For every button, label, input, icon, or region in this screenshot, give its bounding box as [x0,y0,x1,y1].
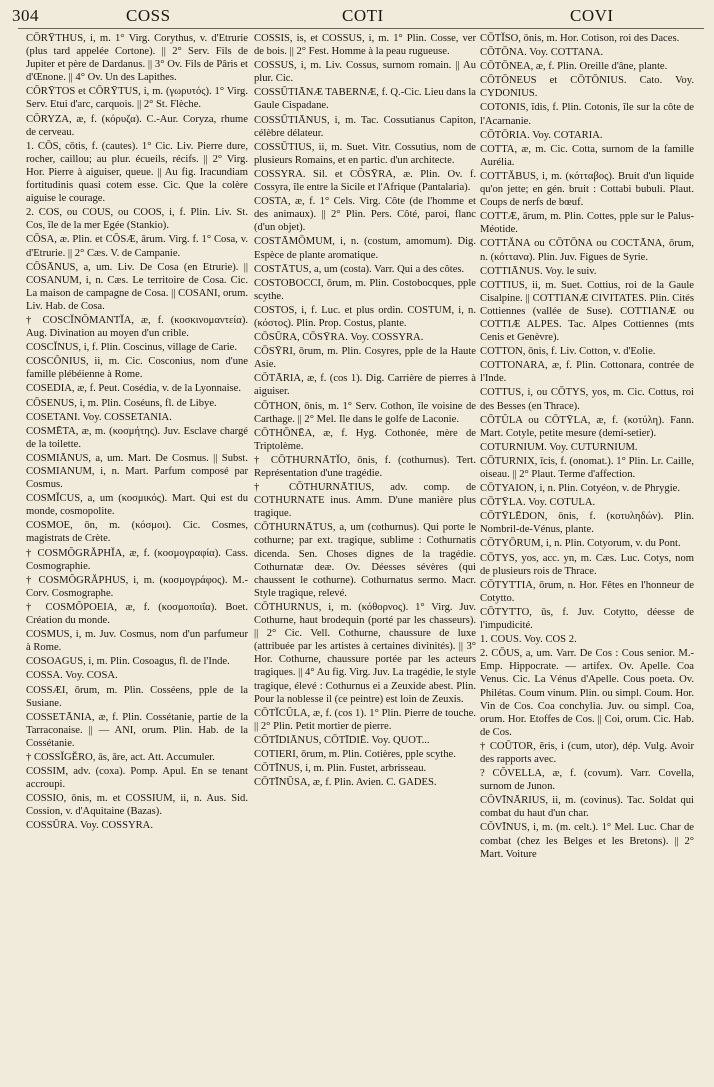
guide-word-center: COTI [342,6,384,25]
dictionary-entry: COSSŪTIUS, ii, m. Suet. Vitr. Cossutius, nom de plusieurs Romains, et en partic. d'un architecte. [254,141,476,166]
guide-word-right: COVI [570,6,614,25]
dictionary-entry: CŌTHON, ōnis, m. 1° Serv. Cothon, île voisine de Carthage. || 2° Mel. Ile dans le golfe de Laconie. [254,400,476,425]
dictionary-entry: COSSIO, ōnis, m. et COSSIUM, ii, n. Aus. Sid. Cossion, v. d'Aquitaine (Bazas). [26,793,248,818]
dictionary-entry: COSTA, æ, f. 1° Cels. Virg. Côte (de l'homme et des animaux). || 2° Plin. Pers. Côté, paroi, flanc (d'un objet). [254,196,476,234]
dictionary-entry: COSTĀTUS, a, um (costa). Varr. Qui a des côtes. [254,263,465,275]
dictionary-entry: COSSŪTIĀNÆ TABERNÆ, f. Q.-Cic. Lieu dans la Gaule Cispadane. [254,87,476,112]
dictionary-entry: CŌSA, æ. Plin. et CŌSÆ, ārum. Virg. f. 1° Cosa, v. d'Etrurie. || 2° Cæs. V. de Campanie. [26,234,248,259]
dictionary-entry: COSMIĀNUS, a, um. Mart. De Cosmus. || Subst. COSMIANUM, i, n. Mart. Parfum composé par Cosmus. [26,452,248,491]
dictionary-entry: COSMOE, ōn, m. (κόσμοι). Cic. Cosmes, magistrats de Crète. [26,520,248,545]
dictionary-entry: COSMĬCUS, a, um (κοσμικός). Mart. Qui est du monde, cosmopolite. [26,493,248,518]
dictionary-entry: † COSCĬNŎMANTĬA, æ, f. (κοσκινομαντεία). Aug. Divination au moyen d'un crible. [26,314,248,340]
dictionary-entry: CŌTȲLA. Voy. COTULA. [480,497,596,509]
dictionary-entry: COSETANI. Voy. COSSETANIA. [26,411,172,423]
dictionary-entry: 1. COUS. Voy. COS 2. [480,634,577,646]
dictionary-entry: CŌTHURNĀTUS, a, um (cothurnus). Qui porte le cothurne; par ext. tragique, sublime : Cothurnatis dicenda. Sen. Choses dignes de la tragédie. Cothurnatæ deæ. Ov. Déesses sévères (qui chaussent le cothurne). Cothurnatus sermo. Macr. Style tragique, relevé. [254,522,476,599]
dictionary-entry: 1. CŌS, cōtis, f. (cautes). 1° Cic. Liv. Pierre dure, rocher, caillou; au plur. écueils, récifs. || 2° Virg. Hor. Pierre à aiguiser, queue. || Au fig. Iracundiam fortitudinis quasi cotem esse. Cic. Que la colère aiguise le courage. [26,140,248,205]
dictionary-entry: CŌRȲTOS et CŌRȲTUS, i, m. (γωρυτός). 1° Virg. Serv. Etui d'arc, carquois. || 2° St. Flèche. [26,86,248,111]
dictionary-entry: COSSETĀNIA, æ, f. Plin. Cossétanie, partie de la Tarraconaise. || — ANI, orum. Plin. Hab. de la Cossétanie. [26,711,248,749]
dictionary-entry: † COŪTOR, ĕris, i (cum, utor), dép. Vulg. Avoir des rapports avec. [480,740,694,765]
dictionary-entry: COSTOS, i, f. Luc. et plus ordin. COSTUM, i, n. (κόστος). Plin. Prop. Costus, plante. [254,304,476,329]
guide-word-left: COSS [126,6,171,25]
dictionary-entry: 2. CŌUS, a, um. Varr. De Cos : Cous senior. M.-Emp. Hippocrate. — artifex. Ov. Apelle. Coa Venus. Cic. La Vénus d'Apelle. Cous poeta. Ov. Philétas. Coum vinum. Plin. ou simpl. Coum. Hor. Vin de Cos. Coa conchylia. Juv. ou simpl. Coa, orum. Hor. Etoffes de Cos. || Coi, orum. Cic. Hab. de Cos. [480,648,694,738]
dictionary-entry: CŎVĪNĀRIUS, ii, m. (covinus). Tac. Soldat qui combat du haut d'un char. [480,795,694,820]
dictionary-entry: COTTĂNA ou CŌTŌNA ou COCTĀNA, ōrum, n. (κόττανα). Plin. Juv. Figues de Syrie. [480,238,694,263]
dictionary-entry: ? CŎVELLA, æ, f. (covum). Varr. Covella, surnom de Junon. [480,768,694,793]
page-number: 304 [12,6,39,25]
dictionary-entry: CŎVĪNUS, i, m. (m. celt.). 1° Mel. Luc. Char de combat (chez les Belges et les Bretons). || 2° Mart. Voiture [480,822,694,860]
dictionary-entry: CŌTYTTO, ūs, f. Juv. Cotytto, déesse de l'impudicité. [480,606,694,632]
column-center [254,32,476,1082]
dictionary-entry: CŌTYTTIA, ōrum, n. Hor. Fêtes en l'honneur de Cotytto. [480,579,694,604]
dictionary-entry: CŌTYS, yos, acc. yn, m. Cæs. Luc. Cotys, nom de plusieurs rois de Thrace. [480,552,694,577]
running-header [8,6,708,30]
dictionary-entry: CŌTHŌNĒA, æ, f. Hyg. Cothonée, mère de Triptolème. [254,427,476,452]
dictionary-entry: CŌRȲTHUS, i, m. 1° Virg. Corythus, v. d'Etrurie (plus tard appelée Cortone). || 2° Serv. Fils de Jupiter et père de Dardanus. || 3° Ov. Fils de Pâris et d'Œnone. || 4° Ov. Un des Lapithes. [26,33,248,84]
column-left [26,32,248,1082]
dictionary-entry: CŌTYAION, i, n. Plin. Cotyéon, v. de Phrygie. [480,483,680,495]
dictionary-entry: CŌTYŌRUM, i, n. Plin. Cotyorum, v. du Pont. [480,538,681,550]
dictionary-entry: † CŌTHURNĀTĬO, ōnis, f. (cothurnus). Tert. Représentation d'une tragédie. [254,454,476,479]
dictionary-entry: CŌSĀNUS, a, um. Liv. De Cosa (en Etrurie). || COSANUM, i, n. Cæs. Le territoire de Cosa. Cic. La maison de campagne de Cosa. || COSANI, orum. Liv. Hab. de Cosa. [26,261,248,312]
dictionary-entry: † CŌTHURNĀTIUS, adv. comp. de COTHURNATE inus. Amm. D'une manière plus tragique. [254,482,476,520]
dictionary-entry: CŌTŌNA. Voy. COTTANA. [480,47,604,59]
dictionary-entry: † COSMŎGRĂPHĬA, æ, f. (κοσμογραφία). Cass. Cosmographie. [26,547,248,572]
dictionary-entry: COSTĀMŌMUM, i, n. (costum, amomum). Dig. Espèce de plante aromatique. [254,236,476,261]
dictionary-entry: CŌTĪNŪSA, æ, f. Plin. Avien. C. GADES. [254,777,437,789]
dictionary-entry: CŌTĪNUS, i, m. Plin. Fustet, arbrisseau. [254,763,427,775]
dictionary-entry: COSSŪTIĀNUS, i, m. Tac. Cossutianus Capiton, célèbre délateur. [254,114,476,139]
dictionary-entry: COTIERI, ōrum, m. Plin. Cotières, pple scythe. [254,748,456,760]
dictionary-entry: CŎRYZA, æ, f. (κόρυζα). C.-Aur. Coryza, rhume de cerveau. [26,113,248,138]
dictionary-entry: CŌTĀRIA, æ, f. (cos 1). Dig. Carrière de pierres à aiguiser. [254,373,476,398]
dictionary-entry: CŌTŌNEUS et CŌTŌNIUS. Cato. Voy. CYDONIUS. [480,75,694,100]
dictionary-entry: CŌTŌNEA, æ, f. Plin. Oreille d'âne, plante. [480,61,668,73]
dictionary-entry: CŌTĬSO, ōnis, m. Hor. Cotison, roi des Daces. [480,33,680,44]
dictionary-entry: CŌTURNIX, īcis, f. (onomat.). 1° Plin. Lr. Caille, oiseau. || 2° Plaut. Terme d'affection. [480,455,694,480]
dictionary-entry: COSSUS, i, m. Liv. Cossus, surnom romain. || Au plur. Cic. [254,60,476,85]
dictionary-entry: COTTONARA, æ, f. Plin. Cottonara, contrée de l'Inde. [480,360,694,385]
dictionary-entry: COSTOBOCCI, ōrum, m. Plin. Costobocques, pple scythe. [254,277,476,302]
dictionary-entry: COSSA. Voy. COSA. [26,670,118,682]
dictionary-entry: COTTIUS, ii, m. Suet. Cottius, roi de la Gaule Cisalpine. || COTTIANÆ CIVITATES. Plin. Cités Cottiennes (vallée de Suse). COTTIANÆ ou COTTIÆ ALPES. Tac. Alpes Cottiennes (mts Cenis et Genèvre). [480,279,694,344]
dictionary-entry: CŌSȲRI, ōrum, m. Plin. Cosyres, pple de la Haute Asie. [254,346,476,371]
column-right [480,32,694,1082]
dictionary-entry: CŌTŌRIA. Voy. COTARIA. [480,129,603,141]
dictionary-entry: † COSSĬGĔRO, ās, āre, act. Att. Accumuler. [26,751,215,763]
dictionary-entry: CŌTHURNUS, i, m. (κόθορνος). 1° Virg. Juv. Cothurne, haut brodequin (porté par les chasseurs). || 2° Cic. Vell. Cothurne, chaussure de luxe (attribuée par les artistes à certaines divinités). || 3° Hor. Cothurne, chaussure portée par les acteurs tragiques. || 4° Au fig. Virg. Juv. La tragédie, le style tragique, élevé : Cothurnus ei a Zeuxide abest. Plin. Pour la noblesse il (ce peintre) est loin de Zeuxis. [254,601,476,705]
dictionary-entry: COTONIS, ĭdis, f. Plin. Cotonis, île sur la côte de l'Acarnanie. [480,102,694,127]
dictionary-entry: COSOAGUS, i, m. Plin. Cosoagus, fl. de l'Inde. [26,656,230,668]
dictionary-entry: COSSŪRA. Voy. COSSYRA. [26,820,153,832]
header-rule [18,28,704,29]
dictionary-entry: COTTÆ, ārum, m. Plin. Cottes, pple sur le Palus-Méotide. [480,211,694,236]
dictionary-entry: CŌTŬLA ou CŌTȲLA, æ, f. (κοτύλη). Fann. Mart. Cotyle, petite mesure (demi-setier). [480,414,694,439]
dictionary-entry: CŌTȲLĒDON, ōnis, f. (κοτυληδών). Plin. Nombril-de-Vénus, plante. [480,511,694,536]
dictionary-entry: COSMUS, i, m. Juv. Cosmus, nom d'un parfumeur à Rome. [26,629,248,654]
dictionary-entry: COTTUS, i, ou CŌTYS, yos, m. Cic. Cottus, roi des Besses (en Thrace). [480,387,694,412]
dictionary-entry: COSSÆI, ōrum, m. Plin. Cosséens, pple de la Susiane. [26,684,248,709]
dictionary-entry: COSCĬNUS, i, f. Plin. Coscinus, village de Carie. [26,342,237,354]
dictionary-entry: COTTA, æ, m. Cic. Cotta, surnom de la famille Aurélia. [480,143,694,168]
dictionary-entry: CŌSŪRA, CŌSȲRA. Voy. COSSYRA. [254,332,424,344]
dictionary-entry: COSCŌNIUS, ii, m. Cic. Cosconius, nom d'une famille plébéienne à Rome. [26,356,248,381]
dictionary-entry: † COSMŎGRĂPHUS, i, m. (κοσμογράφος). M.-Corv. Cosmographe. [26,574,248,599]
dictionary-entry: COSEDIA, æ, f. Peut. Cosédia, v. de la Lyonnaise. [26,383,241,395]
dictionary-entry: COSSYRA. Sil. et CŎSȲRA, æ. Plin. Ov. f. Cossyra, île entre la Sicile et l'Afrique (Pantalaria). [254,168,476,194]
dictionary-entry: COSSIM, adv. (coxa). Pomp. Apul. En se tenant accroupi. [26,766,248,791]
dictionary-entry: COSMĒTA, æ, m. (κοσμήτης). Juv. Esclave chargé de la toilette. [26,425,248,450]
dictionary-entry: CŌTĪDIĀNUS, CŌTĪDIĒ. Voy. QUOT... [254,734,430,746]
dictionary-entry: COSSIS, is, et COSSUS, i, m. 1° Plin. Cosse, ver de bois. || 2° Fest. Homme à la peau rugueuse. [254,33,476,58]
dictionary-entry: COTTĂBUS, i, m. (κότταβος). Bruit d'un liquide qu'on jette; en gén. bruit : Cottabi bubuli. Plaut. Coups de nerfs de bœuf. [480,170,694,209]
dictionary-entry: COTTIĀNUS. Voy. le suiv. [480,265,597,277]
dictionary-entry: COTTON, ōnis, f. Liv. Cotton, v. d'Eolie. [480,346,656,358]
dictionary-entry: CŌSENUS, i, m. Plin. Coséuns, fl. de Libye. [26,397,217,409]
dictionary-entry: COTURNIUM. Voy. CUTURNIUM. [480,441,638,453]
dictionary-entry: 2. COS, ou COUS, ou COOS, i, f. Plin. Liv. St. Cos, île de la mer Egée (Stankio). [26,207,248,232]
dictionary-entry: † COSMŎPOEIA, æ, f. (κοσμοποιΐα). Boet. Création du monde. [26,601,248,627]
dictionary-entry: CŌTĬCŬLA, æ, f. (cos 1). 1° Plin. Pierre de touche. || 2° Plin. Petit mortier de pierre. [254,707,476,732]
